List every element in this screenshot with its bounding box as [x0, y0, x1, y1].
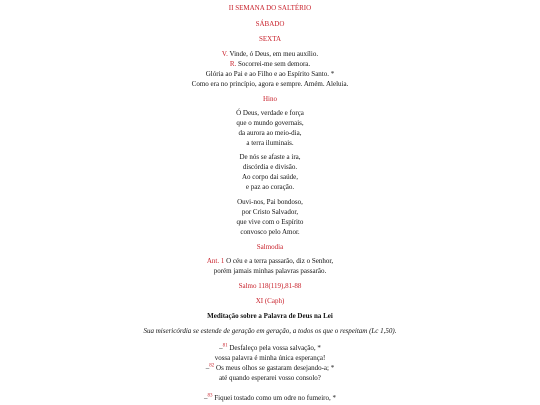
antiphon-line-1 — [0, 256, 540, 266]
verse-number: 81 — [222, 343, 228, 349]
psalm-reference: Salmo 118(119),81-88 — [238, 282, 302, 290]
hour-heading: SEXTA — [259, 35, 281, 43]
hymn-line: Ouvi-nos, Pai bondoso, — [237, 198, 303, 206]
psalm-verses — [0, 343, 540, 403]
verse-text: até quando esperarei vosso consolo? — [219, 374, 321, 382]
hymn-line: e paz ao coração. — [245, 183, 295, 191]
verse-text: Fiquei tostado como um odre no fumeiro, * — [212, 394, 336, 402]
hymn-line: convosco pelo Amor. — [240, 228, 300, 236]
verse-line — [0, 393, 540, 403]
hymn-line: De nós se afaste a ira, — [239, 153, 301, 161]
verse-dash: – — [204, 394, 208, 402]
verse-dash: – — [219, 344, 223, 352]
antiphon-line-2: porém jamais minhas palavras passarão. — [213, 267, 327, 275]
verse-line — [0, 373, 540, 383]
verse-text: Os meus olhos se gastaram desejando-a; * — [214, 364, 335, 372]
verse-text: Desfaleço pela vossa salvação, * — [227, 344, 321, 352]
antiphon-text: O céu e a terra passarão, diz o Senhor, — [224, 257, 334, 265]
response-text: Socorrei-me sem demora. — [236, 60, 311, 68]
hymn-line: discórdia e divisão. — [242, 163, 298, 171]
gloria-line-2: Como era no princípio, agora e sempre. Amém. Aleluia. — [191, 80, 349, 88]
psalmody-title: Salmodia — [256, 243, 284, 251]
week-heading: II SEMANA DO SALTÉRIO — [228, 4, 312, 12]
hymn-stanza-3 — [0, 197, 540, 237]
versicle-text: Vinde, ó Deus, em meu auxílio. — [227, 50, 319, 58]
hymn-line: Ó Deus, verdade e força — [236, 109, 304, 117]
gloria-line-1: Glória ao Pai e ao Filho e ao Espírito Santo. * — [205, 70, 335, 78]
response-mark: R. — [229, 60, 237, 68]
hymn-line: que o mundo governais, — [236, 119, 304, 127]
verse-number: 82 — [209, 363, 215, 369]
verse-line — [0, 343, 540, 353]
hymn-line: que vive com o Espírito — [236, 218, 304, 226]
response-line — [0, 59, 540, 69]
antiphon-label: Ant. 1 — [206, 257, 225, 265]
antiphon — [0, 256, 540, 276]
verse-dash: – — [205, 364, 210, 372]
hymn-line: da aurora ao meio-dia, — [238, 129, 302, 137]
hymn-title: Hino — [263, 95, 277, 103]
hymn-stanza-1 — [0, 108, 540, 148]
opening-versicles — [0, 49, 540, 89]
hymn-line: Ao corpo dai saúde, — [242, 173, 298, 181]
meditation-title: Meditação sobre a Palavra de Deus na Lei — [207, 312, 333, 320]
psalm-section: XI (Caph) — [255, 297, 285, 305]
verse-number: 83 — [207, 393, 213, 399]
hymn-stanza-2 — [0, 152, 540, 192]
day-heading: SÁBADO — [255, 20, 285, 28]
verse-line — [0, 363, 540, 373]
versicle-mark: V. — [221, 50, 228, 58]
verse-text: vossa palavra é minha única esperança! — [214, 354, 326, 362]
verse-line — [0, 353, 540, 363]
hymn-line: por Cristo Salvador, — [241, 208, 299, 216]
hymn-line: a terra iluminais. — [246, 139, 294, 147]
versicle-line — [0, 49, 540, 59]
epigraph: Sua misericórdia se estende de geração em geração, a todos os que o respeitam (Lc 1,50). — [143, 327, 397, 335]
